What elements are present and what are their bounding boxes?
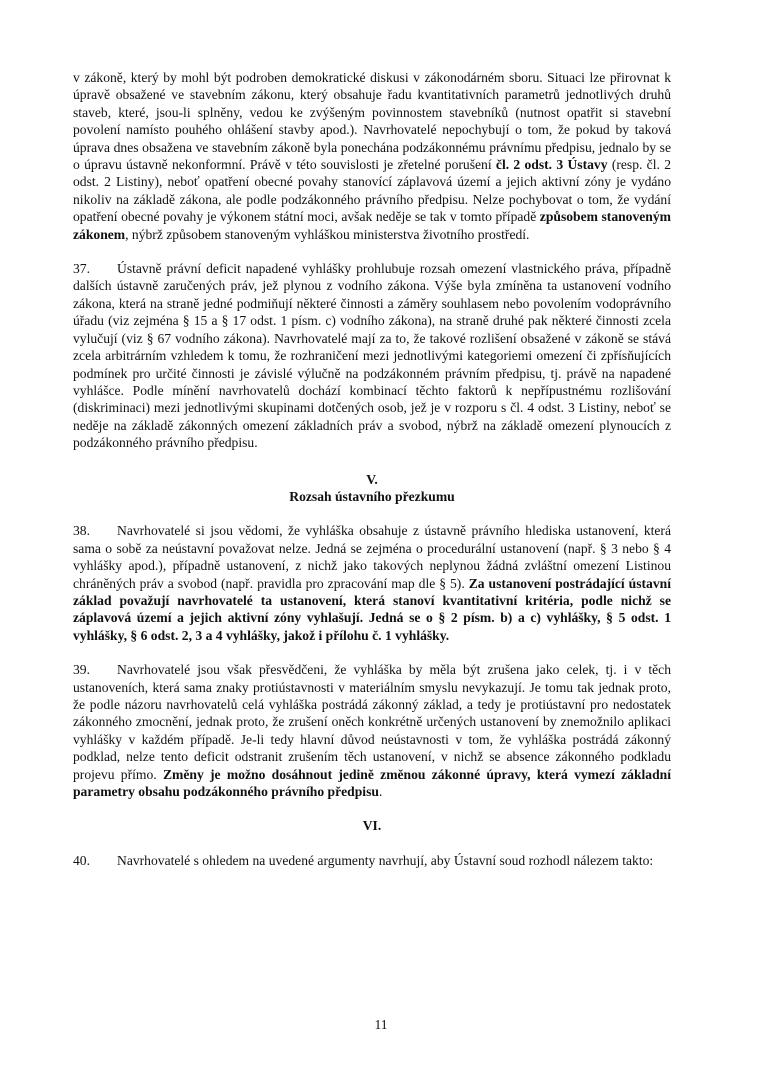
section-title: Rozsah ústavního přezkumu [289,488,455,504]
paragraph-38 [73,522,671,644]
paragraph-text: (resp. čl. 2 odst. 2 Listiny), neboť opatření obecné povahy stanovící záplavová území a jejich aktivní zóny je vydáno nikoliv na základě zákona, ale podle podzákonného právního předpisu. Nelze pochybovat o tom, že vydání opatření obecné povahy je výkonem státní moci, avšak neděje se tak v tomto případě [73,157,671,225]
bold-text: Za ustanovení postrádající ústavní základ považují navrhovatelé ta ustanovení, která stanoví kvantitativní kritéria, podle nichž se záplavová území a jejich aktivní zóny vyhlašují. Jedná se o § 2 písm. b) a c) vyhlášky, § 5 odst. 1 vyhlášky, § 6 odst. 2, 3 a 4 vyhlášky, jakož i přílohu č. 1 vyhlášky. [73,575,671,643]
paragraph-text: . [378,784,383,800]
paragraph-37 [73,260,671,451]
paragraph-number: 39. [73,662,90,678]
paragraph-number: 37. [73,261,90,277]
paragraph-number: 38. [73,523,90,539]
paragraph-text: v zákoně, který by mohl být podroben demokratické diskusi v zákonodárném sboru. Situaci lze přirovnat k úpravě obsažené ve stavebním zákonu, který obsahuje řadu kvantitativních parametrů jednotlivých druhů staveb, které, jsou-li splněny, vedou ke zvýšeným povinnostem stavebníků (nutnost opatřit si stavební povolení namísto pouhého ohlášení stavby apod.). Navrhovatelé nepochybují o tom, že pokud by taková úprava dnes obsažena ve stavebním zákoně byla ponechána podzákonnému právnímu předpisu, jednalo by se o úpravu ústavně nekonformní. Právě v této souvislosti je zřetelné porušení [73,70,671,173]
section-number: V. [366,471,378,487]
paragraph-text: Navrhovatelé jsou však přesvědčeni, že vyhláška by měla být zrušena jako celek, tj. i v těch ustanoveních, která sama znaky protiústavnosti v materiálním smyslu nevykazují. Je tomu tak jednak proto, že podle názoru navrhovatelů celá vyhláška postrádá zákonný základ, a tedy je protiústavní pro nedostatek zákonného zmocnění, jednak proto, že zrušení oněch konkrétně určených ustanovení by znemožnilo aplikaci vyhlášky v každém případě. Je-li tedy hlavní důvod neústavnosti v tom, že vyhláška postrádá zákonný podklad, nelze tento deficit odstranit zrušením těch ustanovení, v nichž se absence zákonného podkladu projevu přímo. [73,662,671,782]
paragraph-39 [73,661,671,800]
section-number: VI. [362,818,382,834]
paragraph-40 [73,852,671,869]
paragraph-text: Ústavně právní deficit napadené vyhlášky prohlubuje rozsah omezení vlastnického práva, případně dalších ústavně zaručených práv, jež plynou z vodního zákona. Výše byla zmíněna ta ustanovení vodního zákona, která na straně jedné podmiňují některé činnosti a záměry souhlasem nebo povolením vodoprávního úřadu (viz zejména § 15 a § 17 odst. 1 písm. c) vodního zákona), na straně druhé pak některé činnosti zcela vylučují (viz § 67 vodního zákona). Navrhovatelé mají za to, že takové rozlišení obsažené v zákoně se stává zcela arbitrárním vzhledem k tomu, že rozhraničení mezi jednotlivými kategoriemi omezení či zpřísňujících podmínek pro určité činnosti je závislé výlučně na podzákonném právním předpisu, tj. právě na napadené vyhlášce. Podle mínění navrhovatelů dochází kombinací těchto faktorů k nepřípustnému rozlišování (diskriminaci) mezi jednotlivými skupinami dotčených osob, jež je v rozporu s čl. 4 odst. 3 Listiny, neboť se neděje na základě zákonných omezení základních práv a svobod, nýbrž na základě omezení plynoucích z podzákonného právního předpisu. [73,261,671,451]
paragraph-text: Navrhovatelé si jsou vědomi, že vyhláška obsahuje z ústavně právního hlediska ustanovení, která sama o sobě za neústavní považovat nelze. Jedná se zejména o procedurální ustanovení (např. § 3 nebo § 4 vyhlášky apod.), případně ustanovení, z nichž jako takových neplynou žádná zvláštní omezení Listinou chráněných práv a svobod (např. pravidla pro zpracování map dle § 5). [73,523,671,591]
bold-text: Změny je možno dosáhnout jedině změnou zákonné úpravy, která vymezí základní parametry obsahu podzákonného právního předpisu [73,766,671,800]
paragraph-text: Navrhovatelé s ohledem na uvedené argumenty navrhují, aby Ústavní soud rozhodl nálezem takto: [117,852,654,868]
bold-reference: čl. 2 odst. 3 Ústavy [495,157,608,173]
paragraph-text: , nýbrž způsobem stanoveným vyhláškou ministerstva životního prostředí. [125,226,530,242]
page-number: 11 [374,1017,388,1032]
paragraph-continued [73,69,671,243]
paragraph-number: 40. [73,852,90,868]
bold-phrase: způsobem stanoveným zákonem [73,209,671,242]
page-content [73,69,671,869]
